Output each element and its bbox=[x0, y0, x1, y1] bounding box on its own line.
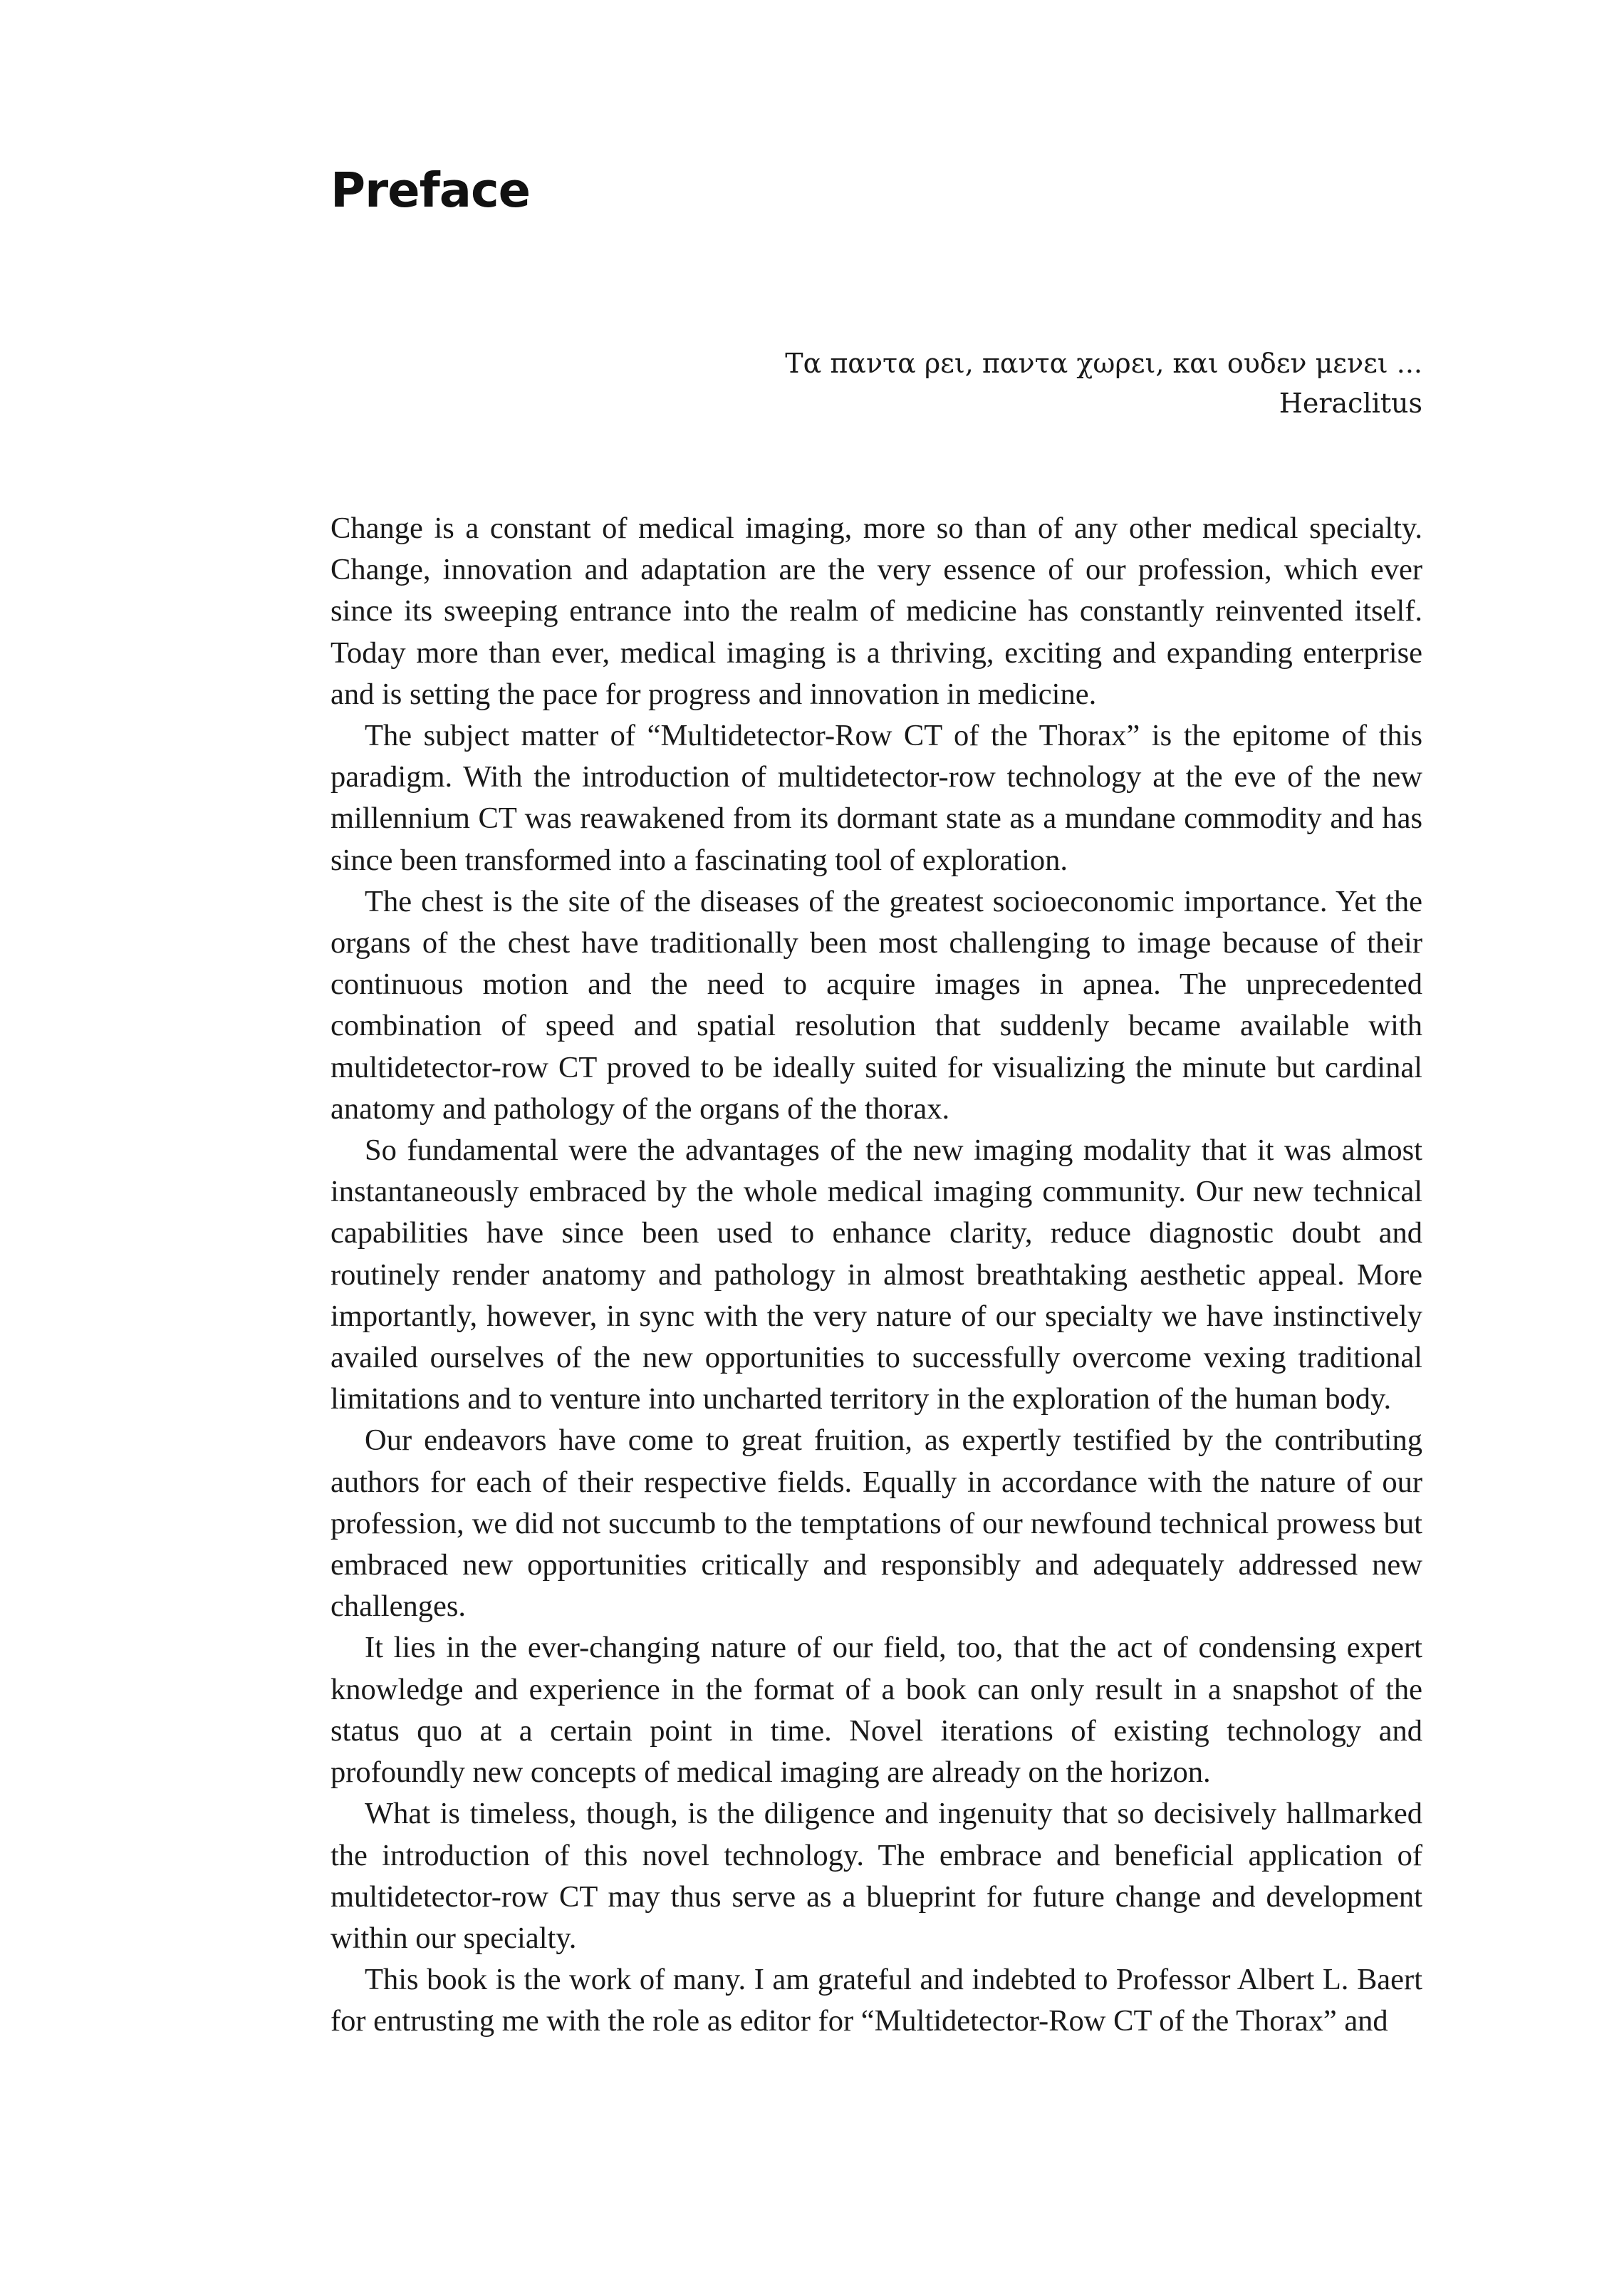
epigraph bbox=[785, 343, 1422, 423]
paragraph-8: This book is the work of many. I am grateful and indebted to Professor Albert L. Baert for entrusting me with the role as editor for “Multidetector-Row CT of the Thorax” and bbox=[330, 1963, 1422, 2038]
paragraph-5: Our endeavors have come to great fruition, as expertly testified by the contributing authors for each of their respective fields. Equally in accordance with the nature of our profession, we did not succumb to the temptations of our newfound technical prowess but embraced new opportunities critically and responsibly and adequately addressed new challenges. bbox=[330, 1423, 1422, 1624]
paragraph-1: Change is a constant of medical imaging, more so than of any other medical specialty. Change, innovation and adaptation are the very essence of our profession, which ever since its sweeping entrance into the realm of medicine has constantly reinvented itself. Today more than ever, medical imaging is a thriving, exciting and expanding enterprise and is setting the pace for progress and innovation in medicine. bbox=[330, 512, 1422, 711]
paragraph-6: It lies in the ever-changing nature of our field, too, that the act of condensing expert knowledge and experience in the format of a book can only result in a snapshot of the status quo at a certain point in time. Novel iterations of existing technology and profoundly new concepts of medical imaging are already on the horizon. bbox=[330, 1631, 1422, 1790]
body-text bbox=[330, 508, 1422, 2043]
epigraph-quote: Τα παντα ρει, παντα χωρει, και ουδεν μενει ... bbox=[785, 348, 1422, 379]
epigraph-author: Heraclitus bbox=[1279, 388, 1422, 419]
paragraph-4: So fundamental were the advantages of the new imaging modality that it was almost instantaneously embraced by the whole medical imaging community. Our new technical capabilities have since been used to enhance clarity, reduce diagnostic doubt and routinely render anatomy and pathology in almost breathtaking aesthetic appeal. More importantly, however, in sync with the very nature of our specialty we have instinctively availed ourselves of the new opportunities to successfully overcome vexing traditional limitations and to venture into uncharted territory in the exploration of the human body. bbox=[330, 1134, 1422, 1416]
paragraph-3: The chest is the site of the diseases of the greatest socioeconomic importance. Yet the organs of the chest have traditionally been most challenging to image because of their continuous motion and the need to acquire images in apnea. The unprecedented combination of speed and spatial resolution that suddenly became available with multidetector-row CT proved to be ideally suited for visualizing the minute but cardinal anatomy and pathology of the organs of the thorax. bbox=[330, 884, 1422, 1126]
paragraph-2: The subject matter of “Multidetector-Row CT of the Thorax” is the epitome of this paradigm. With the introduction of multidetector-row technology at the eve of the new millennium CT was reawakened from its dormant state as a mundane commodity and has since been transformed into a fascinating tool of exploration. bbox=[330, 719, 1422, 877]
page-title: Preface bbox=[330, 162, 531, 218]
paragraph-7: What is timeless, though, is the diligence and ingenuity that so decisively hallmarked the introduction of this novel technology. The embrace and beneficial application of multidetector-row CT may thus serve as a blueprint for future change and development within our specialty. bbox=[330, 1797, 1422, 1955]
